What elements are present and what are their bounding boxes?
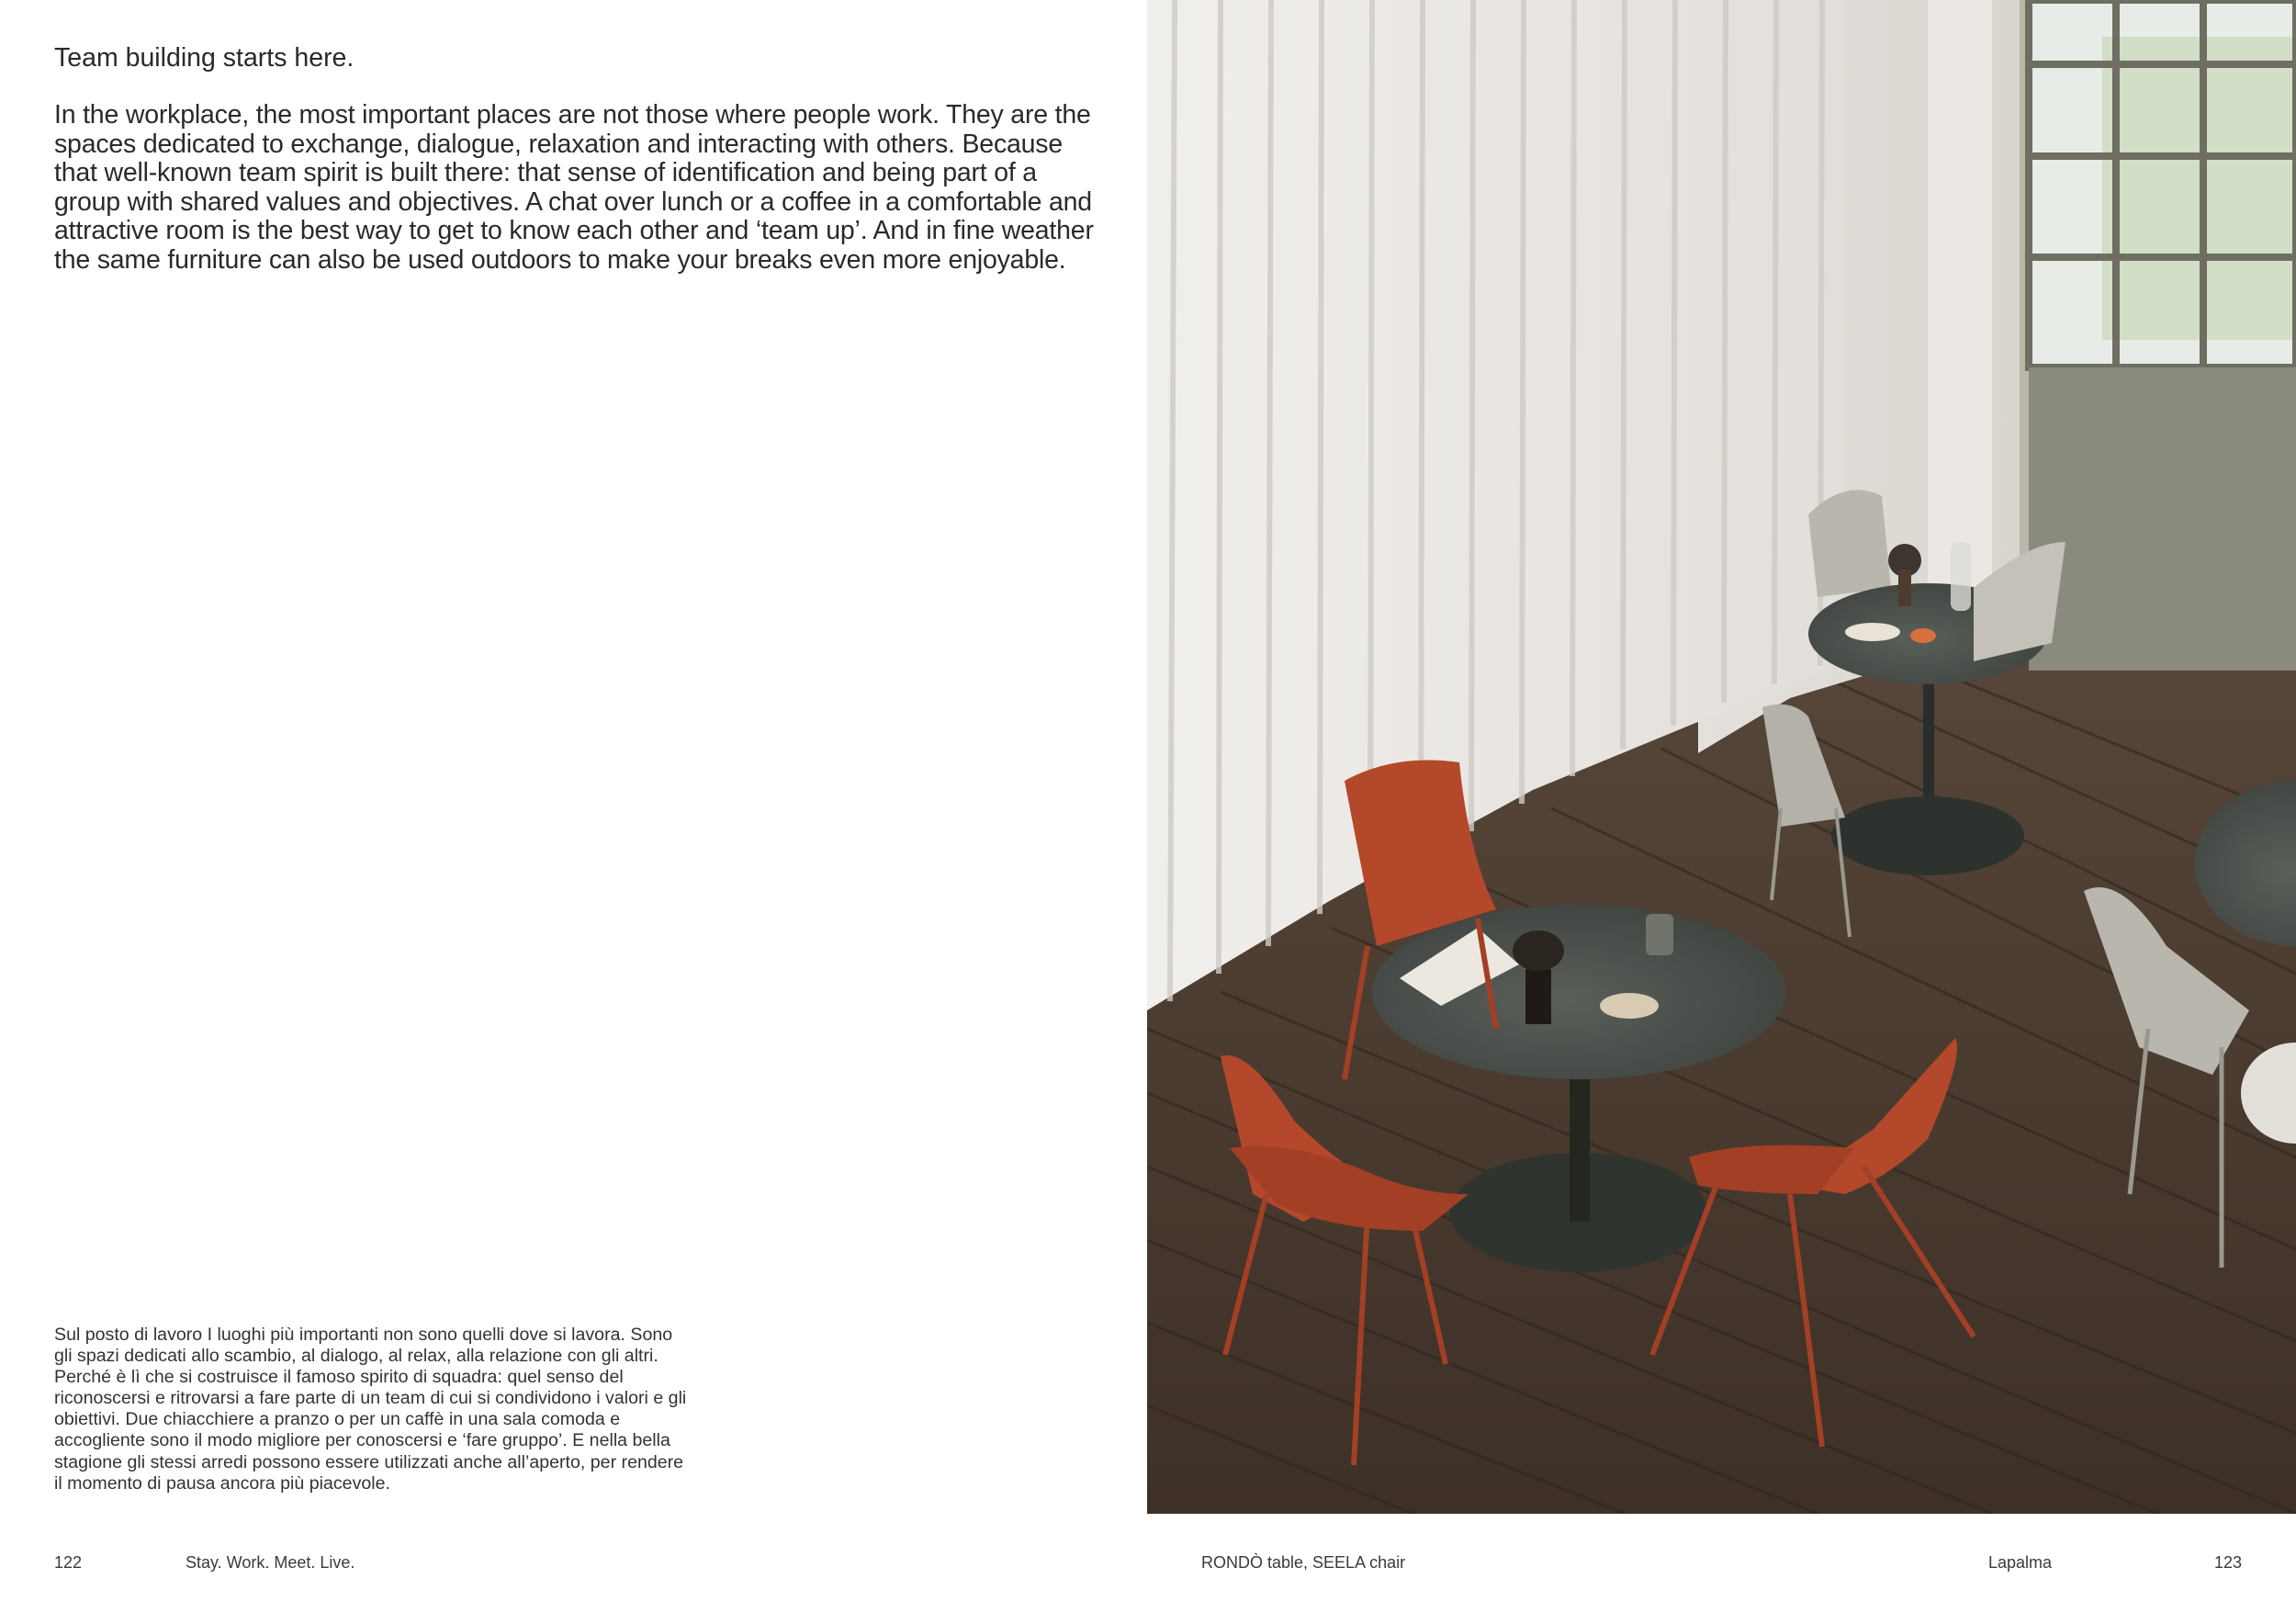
page-heading: Team building starts here. <box>54 43 355 73</box>
product-photo <box>1147 0 2296 1514</box>
photo-caption: RONDÒ table, SEELA chair <box>1201 1553 1406 1572</box>
left-page <box>0 0 1147 1624</box>
photo-illustration <box>1147 0 2296 1514</box>
window <box>2029 0 2296 671</box>
intro-paragraph: In the workplace, the most important places are not those where people work. They are the spaces dedicated to exchange, dialogue, relaxation and interacting with others. Because that well-known team spirit is built there: that sense of identification and being part of a group with shared values and objectives. A chat over lunch or a coffee in a comfortable and attractive room is the best way to get to know each other and ‘team up’. And in fine weather the same furniture can also be used outdoors to make your breaks even more enjoyable. <box>54 100 1094 275</box>
right-page-number: 123 <box>2214 1553 2243 1572</box>
footer-tagline: Stay. Work. Meet. Live. <box>186 1553 355 1572</box>
footer-brand: Lapalma <box>1988 1553 2053 1572</box>
italian-paragraph: Sul posto di lavoro I luoghi più importanti non sono quelli dove si lavora. Sono gli spazi dedicati allo scambio, al dialogo, al relax, alla relazione con gli altri. Perché è lì che si costruisce il famoso spirito di squadra: quel senso del riconoscersi e ritrovarsi a fare parte di un team di cui si condividono i valori e gli obiettivi. Due chiacchiere a pranzo o per un caffè in una sala comoda e accogliente sono il modo migliore per conoscersi e ‘fare gruppo’. E nella bella stagione gli stessi arredi possono essere utilizzati anche all’aperto, per rendere il momento di pausa ancora più piacevole. <box>54 1325 687 1494</box>
left-page-number: 122 <box>54 1553 83 1572</box>
